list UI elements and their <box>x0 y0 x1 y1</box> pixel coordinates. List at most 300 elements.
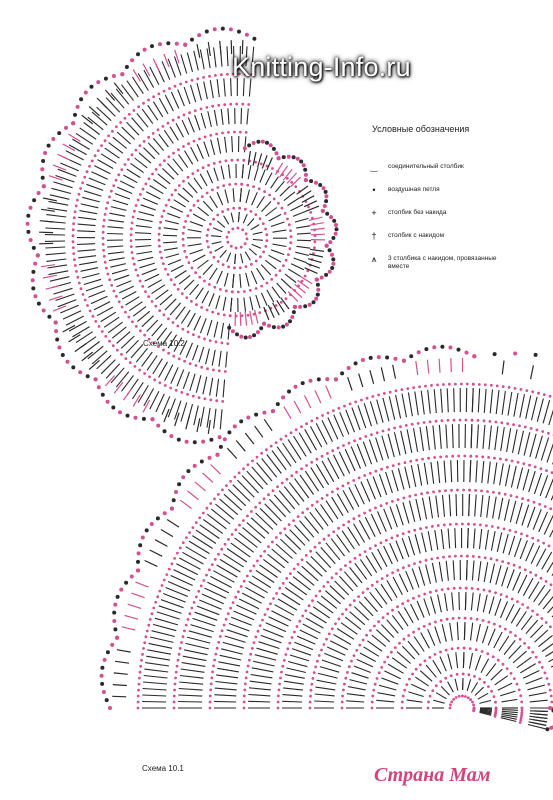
chain-stitch <box>201 195 204 198</box>
crochet-stitch <box>211 236 221 237</box>
fan-stitch <box>248 151 250 165</box>
chain-stitch <box>131 153 134 156</box>
edge-bobble <box>32 246 36 250</box>
crochet-stitch <box>171 367 178 383</box>
chain-stitch <box>362 639 365 642</box>
fan-stitch <box>153 59 159 72</box>
chain-stitch <box>548 545 551 548</box>
crochet-stitch <box>231 213 233 223</box>
chain-stitch <box>206 234 209 237</box>
chain-stitch <box>273 198 276 201</box>
chain-stitch <box>191 607 194 610</box>
chain-stitch <box>128 113 131 116</box>
chain-stitch <box>187 142 190 145</box>
crochet-stitch <box>541 438 548 461</box>
chain-stitch <box>255 636 258 639</box>
crochet-stitch <box>456 494 457 516</box>
chain-stitch <box>278 689 281 692</box>
chain-stitch <box>250 510 253 513</box>
crochet-stitch <box>159 98 168 114</box>
crochet-stitch <box>457 622 458 640</box>
fan-stitch <box>145 561 158 567</box>
chain-stitch <box>434 653 437 656</box>
chain-stitch <box>501 560 504 563</box>
chain-stitch <box>182 238 185 241</box>
edge-bobble <box>294 385 298 389</box>
chain-stitch <box>452 617 455 620</box>
chain-stitch <box>228 183 231 186</box>
edge-bobble <box>86 374 90 378</box>
chain-stitch <box>241 103 244 106</box>
crochet-stitch <box>97 307 113 316</box>
chain-stitch <box>305 422 308 425</box>
chain-stitch <box>283 659 286 662</box>
crochet-stitch <box>495 676 508 685</box>
crochet-stitch <box>252 467 268 485</box>
chain-stitch <box>251 647 254 650</box>
single-crochet-icon: + <box>371 208 377 218</box>
chain-stitch <box>174 683 177 686</box>
chain-stitch <box>449 703 452 706</box>
crochet-stitch <box>295 479 309 498</box>
crochet-stitch <box>357 659 373 667</box>
crochet-stitch <box>212 242 222 244</box>
crochet-stitch <box>173 159 183 172</box>
crochet-stitch <box>246 273 249 287</box>
chain-stitch <box>282 264 285 267</box>
crochet-stitch <box>436 693 446 699</box>
fan-stitch <box>534 717 548 719</box>
crochet-stitch <box>339 576 353 591</box>
crochet-stitch <box>239 533 258 548</box>
chain-stitch <box>101 330 104 333</box>
crochet-stitch <box>193 618 216 626</box>
crochet-stitch <box>396 504 403 525</box>
chain-stitch <box>108 196 111 199</box>
edge-bobble <box>54 321 58 325</box>
chain-stitch <box>158 239 161 242</box>
chain-stitch <box>158 590 161 593</box>
chain-stitch <box>209 223 212 226</box>
chain-stitch <box>463 455 466 458</box>
fan-stitch <box>381 367 384 381</box>
crochet-stitch <box>280 186 290 196</box>
chain-stitch <box>138 683 141 686</box>
legend-row-chain <box>366 186 498 194</box>
chain-stitch <box>309 550 312 553</box>
crochet-stitch <box>182 663 206 667</box>
fan-stitch <box>309 254 323 257</box>
fan-stitch <box>195 482 206 491</box>
chain-stitch <box>478 678 481 681</box>
legend-row-cluster <box>366 255 498 271</box>
crochet-stitch <box>45 247 65 248</box>
chain-stitch <box>152 607 155 610</box>
crochet-stitch <box>422 533 427 553</box>
crochet-stitch <box>114 275 129 280</box>
chain-stitch <box>337 447 340 450</box>
chain-stitch <box>320 649 323 652</box>
chain-stitch <box>206 507 209 510</box>
crochet-stitch <box>123 175 137 183</box>
crochet-stitch <box>502 711 518 712</box>
chain-stitch <box>258 502 261 505</box>
crochet-stitch <box>472 561 474 581</box>
crochet-stitch <box>478 389 479 413</box>
crochet-stitch <box>214 322 218 338</box>
chain-stitch <box>184 220 187 223</box>
chain-stitch <box>168 568 171 571</box>
edge-bobble <box>223 437 227 441</box>
edge-bobble <box>112 74 116 78</box>
crochet-stitch <box>214 409 216 429</box>
chain-stitch <box>276 485 279 488</box>
chain-stitch <box>461 695 464 698</box>
chain-stitch <box>436 557 439 560</box>
chain-stitch <box>211 311 214 314</box>
fan-stitch <box>255 426 263 437</box>
chain-stitch <box>383 661 386 664</box>
edge-bobble <box>287 390 291 394</box>
fan-stitch <box>370 370 374 384</box>
chain-stitch <box>473 675 476 678</box>
crochet-stitch <box>227 253 231 262</box>
crochet-stitch <box>520 394 525 418</box>
crochet-stitch <box>159 606 182 614</box>
edge-bobble <box>314 181 318 185</box>
chain-stitch <box>132 257 135 260</box>
crochet-stitch <box>281 279 291 289</box>
chain-stitch <box>450 674 453 677</box>
chain-stitch <box>163 210 166 213</box>
chain-stitch <box>177 659 180 662</box>
chain-stitch <box>217 553 220 556</box>
crochet-stitch <box>445 593 448 611</box>
edge-bobble <box>142 417 146 421</box>
edge-bobble <box>299 160 303 164</box>
chain-stitch <box>280 301 283 304</box>
chain-stitch <box>159 251 162 254</box>
crochet-stitch <box>475 687 484 695</box>
chain-stitch <box>139 144 142 147</box>
chain-stitch <box>343 405 346 408</box>
fan-stitch <box>307 263 320 268</box>
chain-stitch <box>243 695 246 698</box>
crochet-stitch <box>495 426 498 450</box>
chain-stitch <box>143 140 146 143</box>
chain-stitch <box>405 683 408 686</box>
chain-stitch <box>217 186 220 189</box>
chain-stitch <box>293 568 296 571</box>
edge-bobble <box>231 329 235 333</box>
chain-stitch <box>173 557 176 560</box>
chain-stitch <box>173 707 176 710</box>
edge-bobble <box>332 219 336 223</box>
crochet-stitch <box>223 380 225 398</box>
chain-stitch <box>441 419 444 422</box>
chain-stitch <box>327 534 330 537</box>
chain-stitch <box>305 464 308 467</box>
crochet-stitch <box>206 349 210 365</box>
crochet-stitch <box>242 476 259 493</box>
crochet-stitch <box>136 226 152 228</box>
fan-stitch <box>427 360 428 374</box>
chain-stitch <box>229 607 232 610</box>
crochet-stitch <box>143 198 158 204</box>
crochet-stitch <box>254 167 258 180</box>
crochet-stitch <box>532 397 538 420</box>
edge-bobble <box>296 157 300 161</box>
crochet-stitch <box>183 656 207 660</box>
chain-stitch <box>211 189 214 192</box>
crochet-stitch <box>175 271 187 279</box>
crochet-stitch <box>537 399 543 422</box>
edge-bobble <box>111 406 115 410</box>
chain-stitch <box>210 677 213 680</box>
crochet-stitch <box>411 465 416 487</box>
crochet-stitch <box>433 660 441 674</box>
chain-stitch <box>531 537 534 540</box>
crochet-stitch <box>243 528 262 543</box>
chain-stitch <box>397 569 400 572</box>
crochet-stitch <box>110 264 126 268</box>
edge-bobble <box>156 516 160 520</box>
crochet-stitch <box>228 489 246 505</box>
chain-stitch <box>386 612 389 615</box>
crochet-stitch <box>192 536 212 549</box>
crochet-stitch <box>86 184 103 190</box>
chain-stitch <box>146 630 149 633</box>
chain-stitch <box>449 707 452 710</box>
chain-stitch <box>394 646 397 649</box>
chain-stitch <box>107 273 110 276</box>
crochet-stitch <box>433 426 435 450</box>
edge-bobble <box>101 393 105 397</box>
edge-bobble <box>170 507 174 511</box>
chain-stitch <box>442 383 445 386</box>
crochet-stitch <box>217 565 238 577</box>
chain-stitch <box>131 320 134 323</box>
crochet-stitch <box>197 260 208 269</box>
chain-stitch <box>487 685 490 688</box>
chain-stitch <box>527 646 530 649</box>
crochet-stitch <box>144 669 168 672</box>
chain-stitch <box>279 532 282 535</box>
crochet-stitch <box>270 499 286 517</box>
chain-stitch <box>275 274 278 277</box>
chain-stitch <box>161 215 164 218</box>
crochet-stitch <box>52 188 71 193</box>
chain-stitch <box>494 715 497 718</box>
crochet-stitch <box>543 400 550 423</box>
crochet-stitch <box>159 362 168 378</box>
crochet-stitch <box>288 198 300 206</box>
chain-stitch <box>391 609 394 612</box>
crochet-stitch <box>529 471 536 492</box>
crochet-stitch <box>326 501 338 519</box>
crochet-stitch <box>539 512 548 532</box>
edge-bobble <box>219 445 223 449</box>
chain-stitch <box>290 431 293 434</box>
edge-bobble <box>104 77 108 81</box>
chain-stitch <box>448 383 451 386</box>
chain-stitch <box>406 387 409 390</box>
edge-bobble <box>271 409 275 413</box>
crochet-stitch <box>447 388 448 412</box>
chain-stitch <box>243 580 246 583</box>
edge-bobble <box>377 355 381 359</box>
crochet-stitch <box>451 460 452 482</box>
crochet-stitch <box>235 254 236 264</box>
crochet-stitch <box>285 274 296 282</box>
crochet-stitch <box>176 123 184 137</box>
chain-stitch <box>310 420 313 423</box>
chain-stitch <box>518 689 521 692</box>
chain-stitch <box>104 139 107 142</box>
crochet-stitch <box>214 110 217 126</box>
chain-stitch <box>134 365 137 368</box>
chain-stitch <box>505 459 508 462</box>
chain-stitch <box>290 181 293 184</box>
edge-bobble <box>324 199 328 203</box>
chain-stitch <box>255 287 258 290</box>
chain-stitch <box>369 547 372 550</box>
chain-stitch <box>288 642 291 645</box>
fan-stitch <box>240 312 241 326</box>
crochet-stitch <box>142 269 157 275</box>
chain-stitch <box>264 613 267 616</box>
chain-stitch <box>175 389 178 392</box>
edge-bobble <box>449 346 453 350</box>
crochet-stitch <box>322 461 334 482</box>
edge-bobble <box>100 682 104 686</box>
crochet-stitch <box>79 262 97 265</box>
chain-stitch <box>376 677 379 680</box>
chain-stitch <box>139 665 142 668</box>
chain-stitch <box>342 485 345 488</box>
fan-stitch <box>112 696 126 697</box>
crochet-stitch <box>294 642 313 649</box>
crochet-stitch <box>449 494 450 516</box>
chain-stitch <box>458 695 461 698</box>
chain-stitch <box>247 463 250 466</box>
chain-stitch <box>415 459 418 462</box>
chain-stitch <box>456 489 459 492</box>
fan-stitch <box>123 389 131 401</box>
crochet-stitch <box>207 514 226 529</box>
chain-stitch <box>281 665 284 668</box>
crochet-stitch <box>250 681 272 684</box>
edge-bobble <box>84 91 88 95</box>
chain-stitch <box>149 618 152 621</box>
chain-stitch <box>205 574 208 577</box>
crochet-stitch <box>203 520 222 534</box>
chain-stitch <box>238 524 241 527</box>
crochet-stitch <box>408 393 412 417</box>
chain-stitch <box>231 228 234 231</box>
chain-stitch <box>179 547 182 550</box>
chain-stitch <box>455 696 458 699</box>
chain-stitch <box>408 530 411 533</box>
crochet-stitch <box>283 695 303 697</box>
chain-stitch <box>250 263 253 266</box>
fan-stitch <box>46 286 60 290</box>
chain-stitch <box>429 420 432 423</box>
chain-stitch <box>171 562 174 565</box>
crochet-stitch <box>178 702 202 703</box>
crochet-stitch <box>423 498 427 520</box>
chain-stitch <box>288 223 291 226</box>
crochet-stitch <box>145 274 160 281</box>
edge-bobble <box>277 325 281 329</box>
chain-stitch <box>496 385 499 388</box>
chain-stitch <box>500 593 503 596</box>
crochet-stitch <box>295 525 310 541</box>
edge-bobble <box>110 643 114 647</box>
edge-bobble <box>272 147 276 151</box>
chain-stitch <box>200 306 203 309</box>
chain-stitch <box>102 237 105 240</box>
chain-stitch <box>450 701 453 704</box>
crochet-stitch <box>198 207 209 216</box>
crochet-stitch <box>335 581 349 595</box>
chain-stitch <box>212 369 215 372</box>
chain-stitch <box>193 601 196 604</box>
crochet-stitch <box>426 665 436 677</box>
crochet-stitch <box>231 617 252 625</box>
chain-stitch <box>472 710 475 713</box>
chain-stitch <box>528 464 531 467</box>
chain-stitch <box>227 538 230 541</box>
fan-stitch <box>534 711 548 712</box>
crochet-stitch <box>63 311 81 319</box>
crochet-stitch <box>354 666 371 673</box>
fan-stitch <box>161 530 173 537</box>
chain-stitch <box>74 264 77 267</box>
crochet-stitch <box>159 134 169 147</box>
crochet-stitch <box>194 51 199 71</box>
chain-stitch <box>277 707 280 710</box>
chain-stitch <box>370 433 373 436</box>
chain-stitch <box>120 353 123 356</box>
crochet-stitch <box>50 277 70 282</box>
crochet-stitch <box>491 669 503 680</box>
chain-stitch <box>209 134 212 137</box>
crochet-stitch <box>131 163 144 172</box>
chain-stitch <box>271 167 274 170</box>
chain-stitch <box>357 595 360 598</box>
crochet-stitch <box>152 631 175 637</box>
edge-bobble <box>233 424 237 428</box>
chain-stitch <box>82 293 85 296</box>
chain-stitch <box>283 527 286 530</box>
chain-stitch <box>468 489 471 492</box>
chain-stitch <box>209 689 212 692</box>
chain-stitch <box>449 523 452 526</box>
chain-stitch <box>475 455 478 458</box>
crochet-stitch <box>213 228 222 232</box>
chain-stitch <box>419 561 422 564</box>
chain-stitch <box>385 502 388 505</box>
chain-stitch <box>478 556 481 559</box>
chain-stitch <box>160 257 163 260</box>
fan-stitch <box>310 249 324 251</box>
edge-bobble <box>119 588 123 592</box>
crochet-stitch <box>220 409 222 429</box>
crochet-stitch <box>224 494 242 510</box>
crochet-stitch <box>91 296 108 303</box>
chain-stitch <box>147 295 150 298</box>
